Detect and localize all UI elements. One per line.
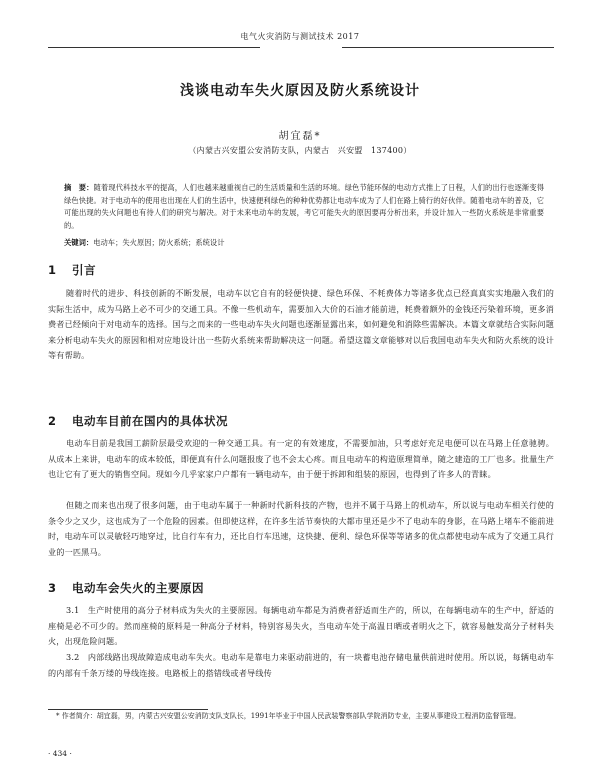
keywords-label: 关键词： (64, 238, 94, 247)
section-2-paragraph: 电动车目前是我国工薪阶层最受欢迎的一种交通工具。有一定的有效速度，不需要加油，只考虑好充足电便可以在马路上任意驰骋。从成本上来讲，电动车的成本较低，即便真有什么问题报废了也不会太心疼。而且电动车的构造原理简单，随之建造的工厂也多。批量生产也让它有了更大的销售空间。现如今几乎家家户户都有一辆电动车，由于便于拆卸和组装的原因，也得到了许多人的青睐。 (48, 438, 554, 479)
header-divider (48, 47, 554, 48)
section-heading-2: 2 电动车目前在国内的具体状况 (48, 414, 228, 428)
article-title: 浅谈电动车失火原因及防火系统设计 (180, 83, 420, 99)
keywords (64, 238, 544, 248)
author-footnote: * 作者简介：胡宜磊，男，内蒙古兴安盟公安消防支队支队长，1991年毕业于中国人民武装警察部队学院消防专业，主要从事建设工程消防监督管理。 (56, 712, 521, 720)
abstract-text: 随着现代科技水平的提高，人们也越来越重视自己的生活质量和生活的环境。绿色节能环保的电动方式推上了日程，人们的出行也逐渐变得绿色快捷。对于电动车的使用也出现在人们的生活中，快速便利绿色的种种优势都让电动车成为了人们在路上骑行的好伙伴。随着电动车的普及，它可能出现的失火问题也有待人们的研究与解决。对于未来电动车的发展，考它可能失火的原因要再分析出来，并设计加入一些防火系统是非常重要的。 (64, 183, 544, 230)
abstract (64, 182, 544, 232)
journal-running-header: 电气火灾消防与测试技术 2017 (240, 32, 360, 41)
section-2-paragraph: 但随之而来也出现了很多问题，由于电动车属于一种新时代新科技的产物，也并不属于马路上的机动车，所以说与电动车相关行使的条令少之又少，这也成为了一个危险的因素。但即使这样，在许多生活节奏快的大都市里还是少不了电动车的身影，在马路上堵车不能前进时，电动车可以灵敏轻巧地穿过，比自行车有力，还比自行车迅速，这快捷、便利、绿色环保等等诸多的优点都使电动车成为了交通工具行业的一匹黑马。 (48, 500, 554, 557)
section-heading-1: 1 引言 (48, 263, 96, 277)
page-number: · 434 · (48, 749, 72, 758)
author-name: 胡宜磊* (278, 131, 322, 142)
author-affiliation: （内蒙古兴安盟公安消防支队，内蒙古 兴安盟 137400） (188, 146, 412, 155)
abstract-label: 摘 要： (64, 183, 94, 192)
footnote-divider (48, 709, 208, 710)
keywords-text: 电动车；失火原因；防火系统；系统设计 (93, 238, 225, 247)
section-3-paragraph: 3.2 内部线路出现故障造成电动车失火。电动车是靠电力来驱动前进的，有一块蓄电池存储电量供前进时使用。所以说，每辆电动车的内部有千条万缕的导线连接。电路板上的搭错线或者导线传 (48, 652, 554, 678)
section-heading-3: 3 电动车会失火的主要原因 (48, 581, 204, 595)
section-1-paragraph: 随着时代的进步、科技创新的不断发展，电动车以它自有的轻便快捷、绿色环保、不耗费体力等诸多优点已经真真实实地融入我们的实际生活中，成为马路上必不可少的交通工具。不像一些机动车，需要加入大价的石油才能前进，耗费着额外的金钱还污染着环境，更多消费者已经倾向于对电动车的选择。国与之而来的一些电动车失火问题也逐渐显露出来，如何避免和消除些需解决。本篇文章就结合实际问题来分析电动车失火的原因和相对应地设计出一些防火系统来帮助解决这一问题。希望这篇文章能够对以后我国电动车失火和防火系统的设计等有帮助。 (48, 288, 554, 360)
section-3-paragraph: 3.1 生产时使用的高分子材料成为失火的主要原因。每辆电动车都是为消费者舒适而生产的，所以，在每辆电动车的生产中，舒适的座椅是必不可少的。然而座椅的原料是一种高分子材料，特别容易失火，当电动车处于高温日晒或者明火之下，就容易触发高分子材料失火，出现危险问题。 (48, 605, 554, 646)
